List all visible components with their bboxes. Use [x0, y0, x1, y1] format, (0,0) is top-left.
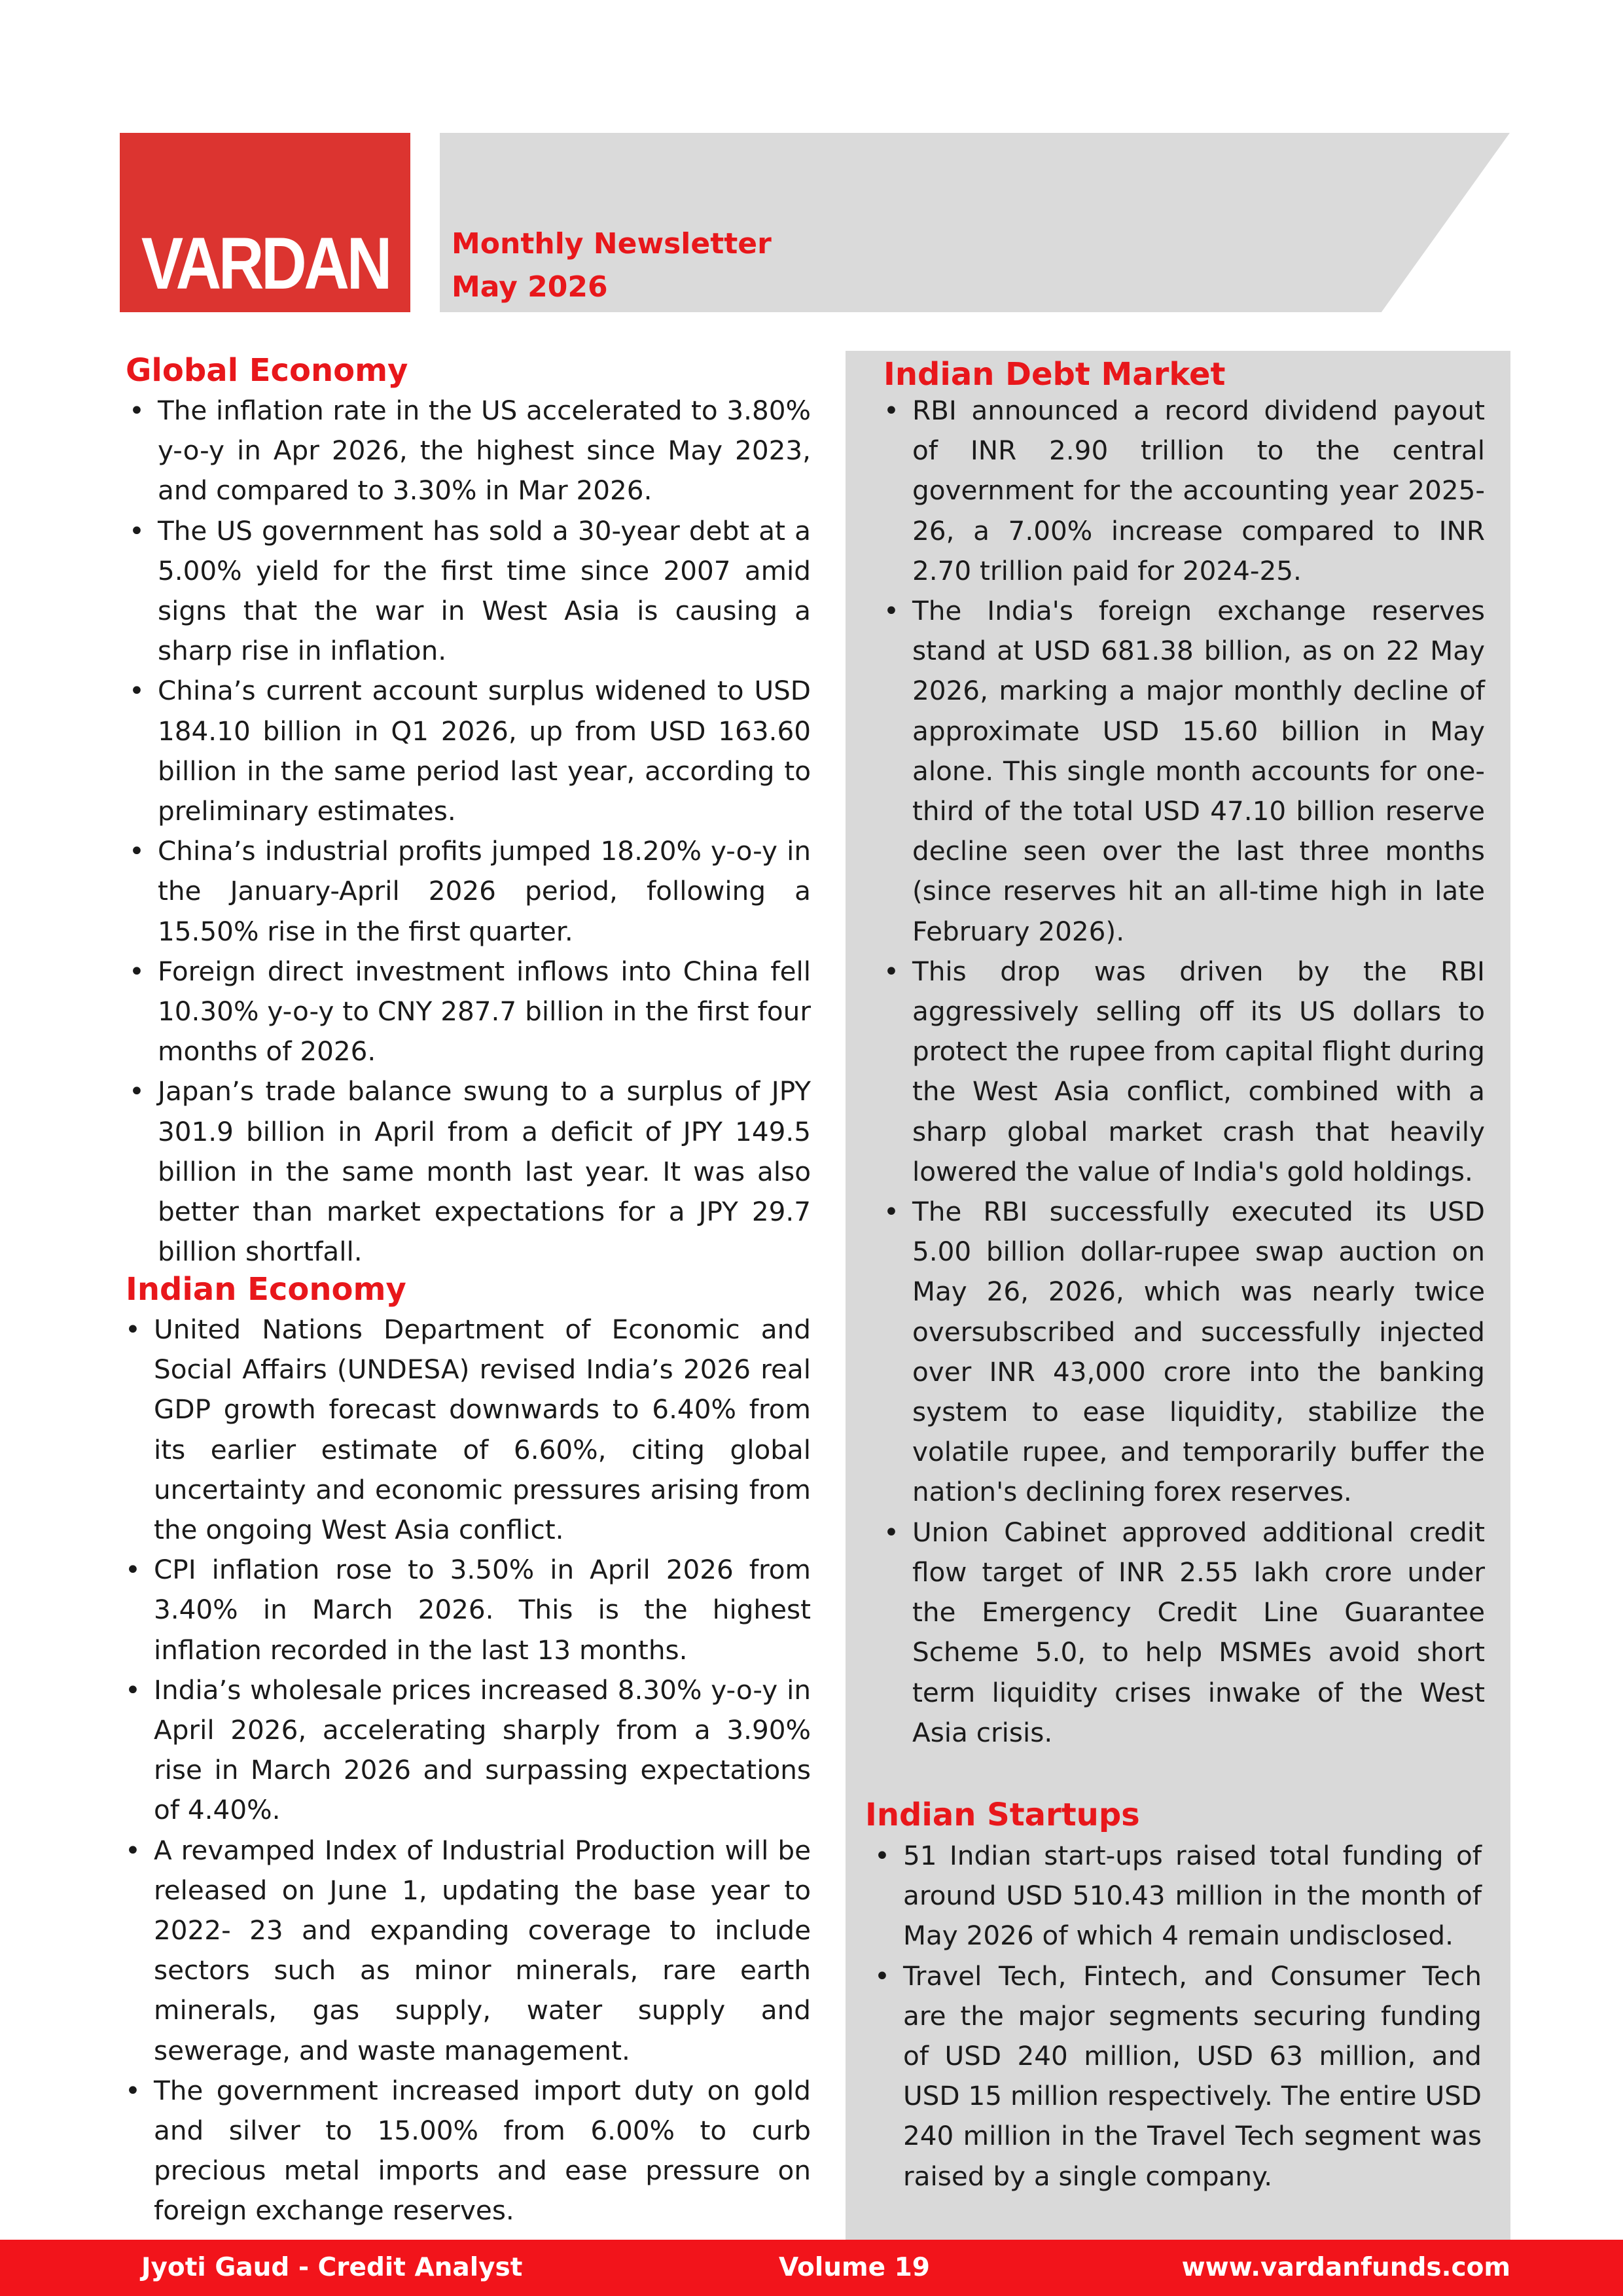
indian-startups-list: [903, 1836, 1482, 2197]
indian-economy-list: [154, 1310, 811, 2231]
list-item: • United Nations Department of Economic and Social Affairs (UNDESA) revised India’s 2026 real GDP growth forecast downwards to 6.40% from its earlier estimate of 6.60%, citing global uncertainty and economic pressures arising from the ongoing West Asia conflict.: [154, 1310, 811, 1550]
list-item: • Travel Tech, Fintech, and Consumer Tech are the major segments securing funding of USD 240 million, USD 63 million, and USD 15 million respectively. The entire USD 240 million in the Travel Tech segment was raised by a single company.: [903, 1956, 1482, 2197]
list-item: • The RBI successfully executed its USD 5.00 billion dollar-rupee swap auction on May 26, 2026, which was nearly twice oversubscribed and successfully injected over INR 43,000 crore into the banking system to ease liquidity, stabilize the volatile rupee, and temporarily buffer the nation's declining forex reserves.: [912, 1192, 1485, 1513]
list-item: • The inflation rate in the US accelerated to 3.80% y-o-y in Apr 2026, the highest since May 2023, and compared to 3.30% in Mar 2026.: [158, 391, 811, 511]
newsletter-title: [452, 223, 772, 309]
indian-debt-market-heading: Indian Debt Market: [883, 356, 1226, 393]
logo-text: VARDAN: [141, 223, 389, 304]
list-item: • This drop was driven by the RBI aggressively selling off its US dollars to protect the rupee from capital flight during the West Asia conflict, combined with a sharp global market crash that heavily lowered the value of India's gold holdings.: [912, 952, 1485, 1192]
list-item: • A revamped Index of Industrial Production will be released on June 1, updating the base year to 2022- 23 and expanding coverage to include sectors such as minor minerals, rare earth minerals, gas supply, water supply and sewerage, and waste management.: [154, 1831, 811, 2071]
list-item: • Union Cabinet approved additional credit flow target of INR 2.55 lakh crore under the Emergency Credit Line Guarantee Scheme 5.0, to help MSMEs avoid short term liquidity crises inwake of the West Asia crisis.: [912, 1513, 1485, 1753]
list-item: • The US government has sold a 30-year debt at a 5.00% yield for the first time since 2007 amid signs that the war in West Asia is causing a sharp rise in inflation.: [158, 511, 811, 672]
list-item: • 51 Indian start-ups raised total funding of around USD 510.43 million in the month of May 2026 of which 4 remain undisclosed.: [903, 1836, 1482, 1956]
global-economy-heading: Global Economy: [126, 352, 408, 389]
list-item: • China’s current account surplus widened to USD 184.10 billion in Q1 2026, up from USD 163.60 billion in the same period last year, according to preliminary estimates.: [158, 671, 811, 831]
list-item: • The government increased import duty on gold and silver to 15.00% from 6.00% to curb precious metal imports and ease pressure on foreign exchange reserves.: [154, 2071, 811, 2231]
indian-debt-market-list: [912, 391, 1485, 1753]
list-item: • India’s wholesale prices increased 8.30% y-o-y in April 2026, accelerating sharply from a 3.90% rise in March 2026 and surpassing expectations of 4.40%.: [154, 1670, 811, 1831]
footer-volume: Volume 19: [779, 2253, 930, 2282]
footer-author: Jyoti Gaud - Credit Analyst: [141, 2253, 523, 2282]
global-economy-list: [158, 391, 811, 1272]
footer-website-link[interactable]: www.vardanfunds.com: [1181, 2253, 1510, 2282]
list-item: • Japan’s trade balance swung to a surplus of JPY 301.9 billion in April from a deficit of JPY 149.5 billion in the same month last year. It was also better than market expectations for a JPY 29.7 billion shortfall.: [158, 1071, 811, 1272]
list-item: • China’s industrial profits jumped 18.20% y-o-y in the January-April 2026 period, following a 15.50% rise in the first quarter.: [158, 831, 811, 952]
footer-bar: [0, 2240, 1623, 2296]
indian-startups-heading: Indian Startups: [865, 1797, 1140, 1833]
list-item: • CPI inflation rose to 3.50% in April 2026 from 3.40% in March 2026. This is the highest inflation recorded in the last 13 months.: [154, 1550, 811, 1670]
list-item: • RBI announced a record dividend payout of INR 2.90 trillion to the central government for the accounting year 2025-26, a 7.00% increase compared to INR 2.70 trillion paid for 2024-25.: [912, 391, 1485, 591]
list-item: • Foreign direct investment inflows into China fell 10.30% y-o-y to CNY 287.7 billion in the first four months of 2026.: [158, 952, 811, 1072]
list-item: • The India's foreign exchange reserves stand at USD 681.38 billion, as on 22 May 2026, marking a major monthly decline of approximate USD 15.60 billion in May alone. This single month accounts for one-third of the total USD 47.10 billion reserve decline seen over the last three months (since reserves hit an all-time high in late February 2026).: [912, 591, 1485, 952]
newsletter-title-line2: May 2026: [452, 270, 608, 304]
newsletter-title-line1: Monthly Newsletter: [452, 227, 772, 260]
vardan-logo: [120, 133, 410, 312]
indian-economy-heading: Indian Economy: [126, 1271, 406, 1308]
